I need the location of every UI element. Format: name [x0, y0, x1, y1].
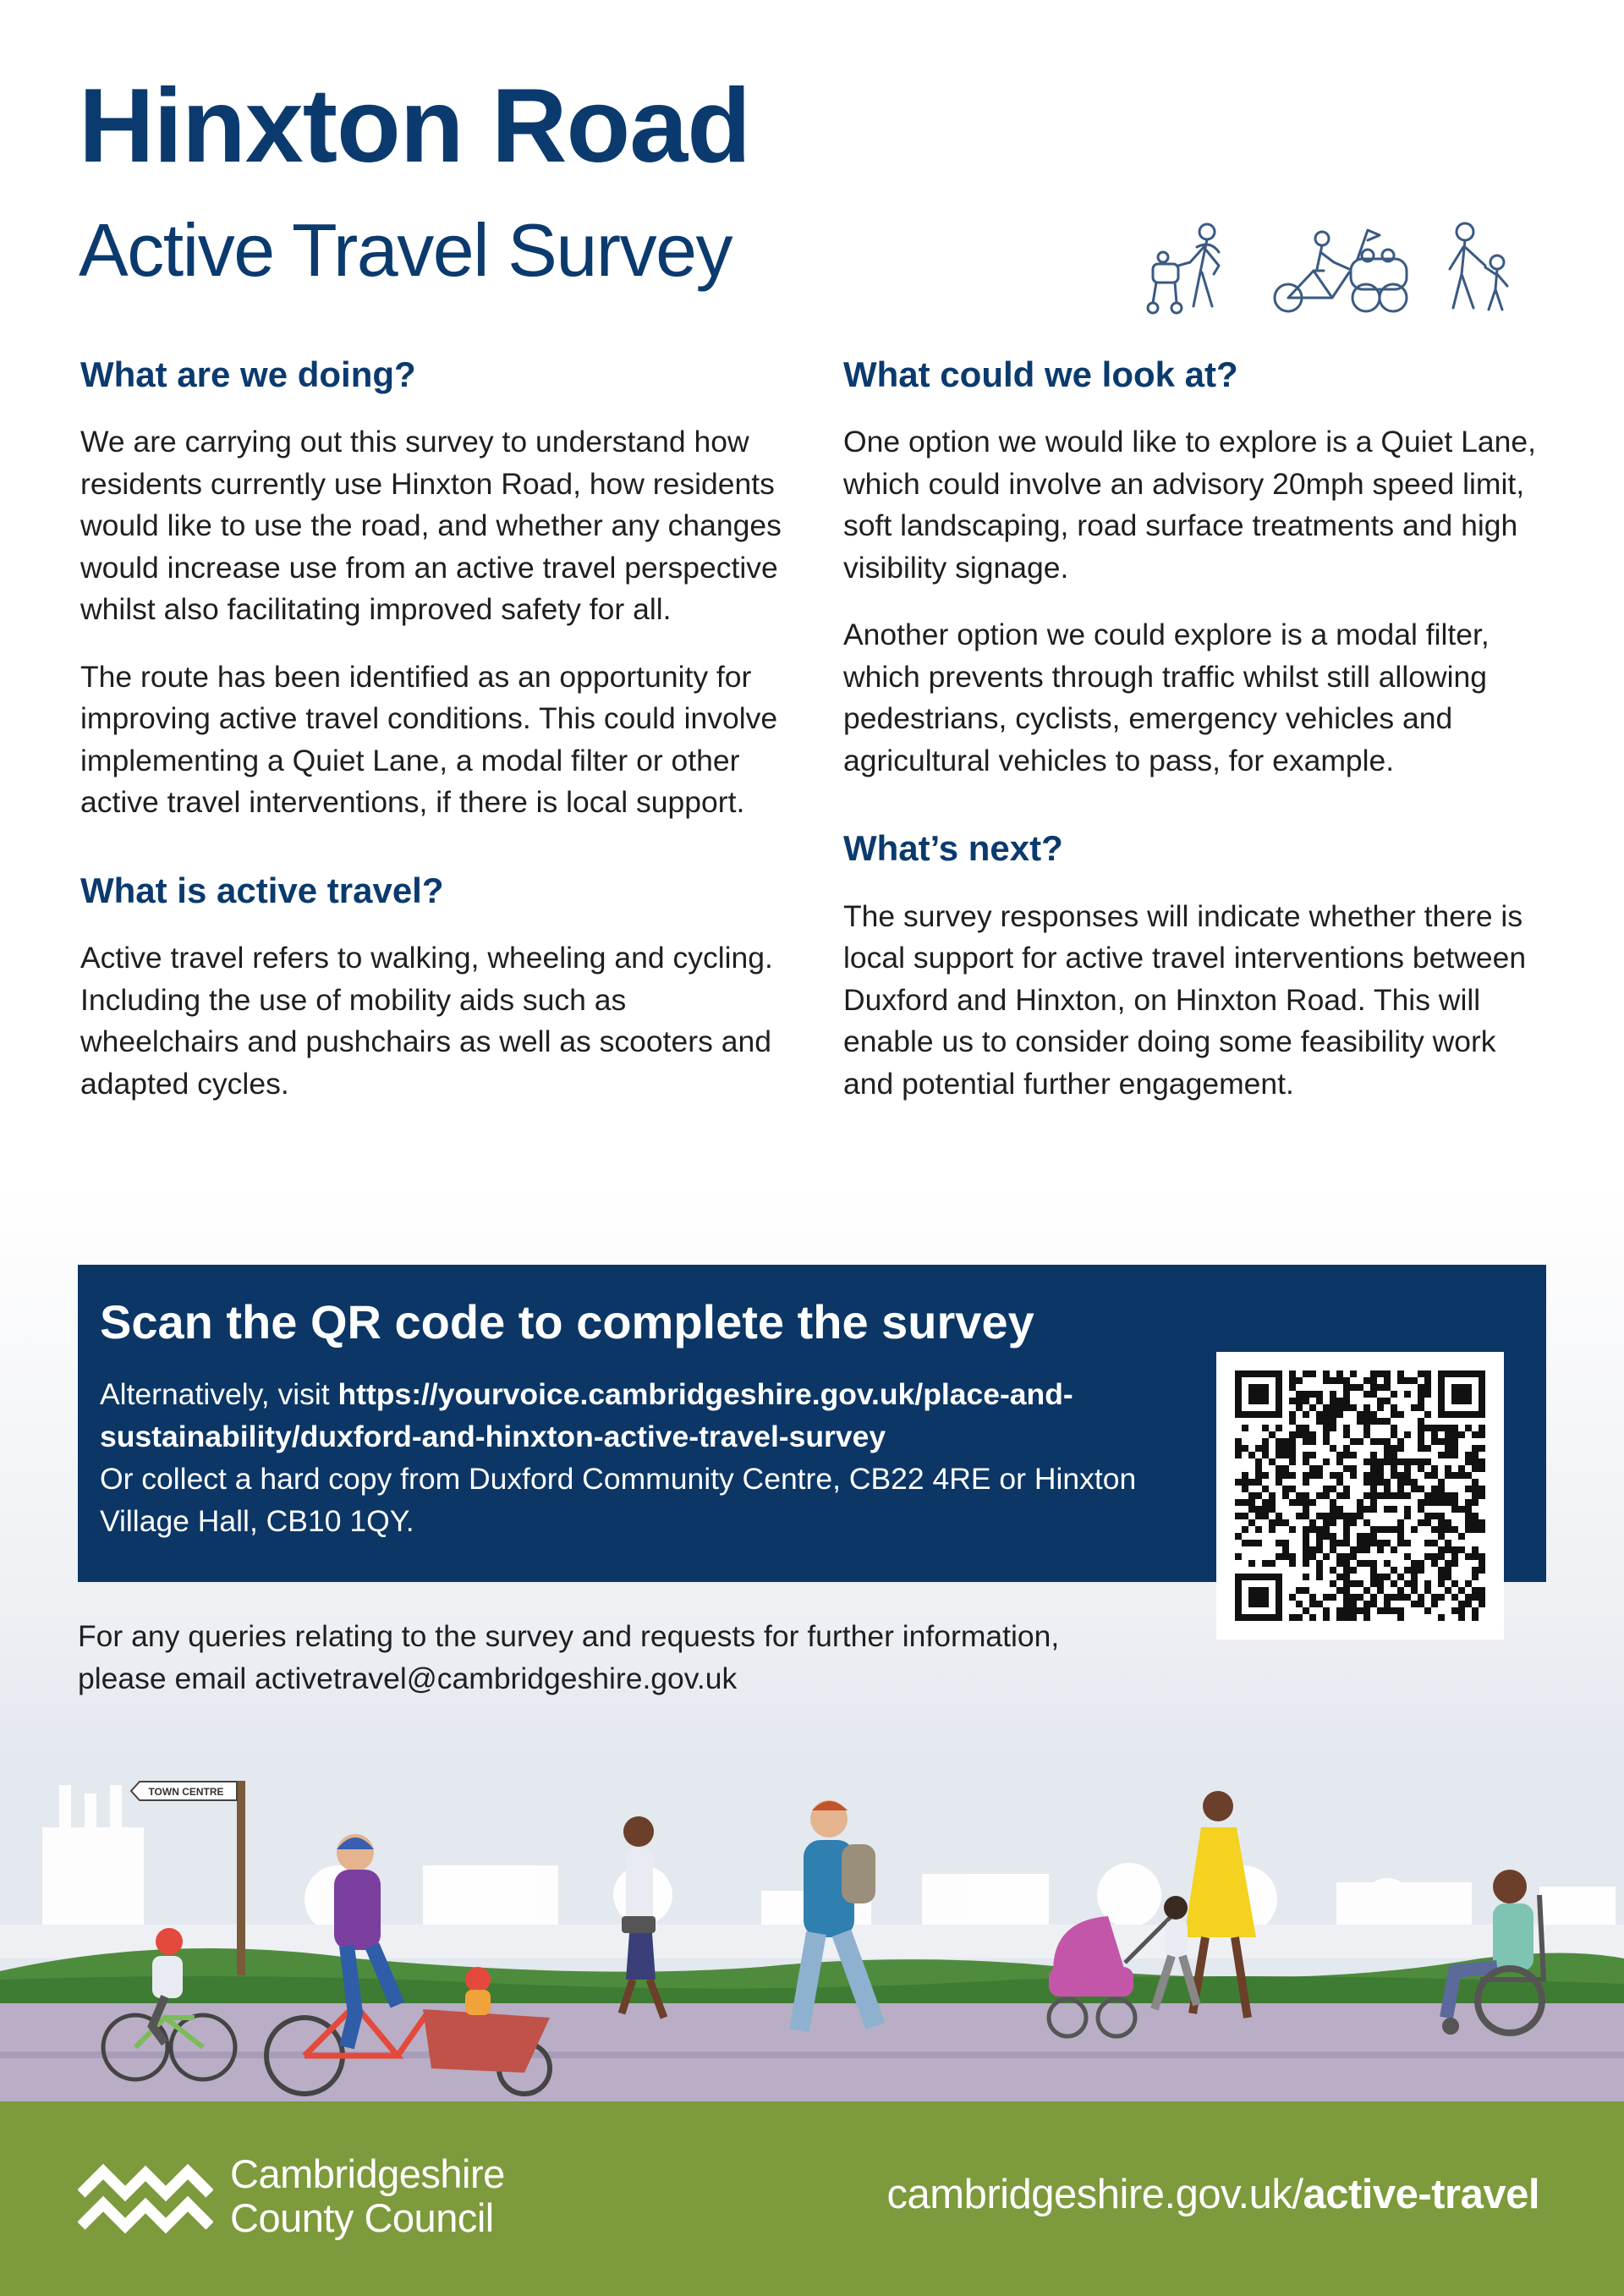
council-name [230, 2152, 505, 2240]
visit-prefix: Alternatively, visit [100, 1377, 338, 1411]
footer-url-bold: active-travel [1303, 2172, 1539, 2217]
banner-collect-text: Or collect a hard copy from Duxford Community Centre, CB22 4RE or Hinxton Village Hall, CB10 1QY. [100, 1462, 1137, 1538]
qr-code[interactable] [1216, 1352, 1504, 1640]
parent-child-walking-icon [1450, 223, 1507, 310]
street-scene-illustration [0, 1726, 1624, 2102]
banner-heading: Scan the QR code to complete the survey [100, 1295, 1034, 1348]
email-line[interactable]: please email activetravel@cambridgeshire.gov.uk [78, 1661, 738, 1695]
cargo-bike-icon [1275, 230, 1407, 311]
right-column [843, 354, 1545, 1130]
survey-link[interactable]: https://yourvoice.cambridgeshire.gov.uk/place-and-sustainability/duxford-and-hinxton-active-travel-survey [100, 1377, 1073, 1453]
section-heading-doing: What are we doing? [80, 354, 416, 394]
contact-info [78, 1616, 1228, 1700]
section-paragraph: Another option we could explore is a modal filter, which prevents through traffic whilst still allowing pedestrians, cyclists, emergency vehicles and agricultural vehicles to pass, for example. [843, 618, 1490, 777]
council-name-line2: County Council [230, 2195, 494, 2240]
section-paragraph: One option we would like to explore is a Quiet Lane, which could involve an advisory 20mph speed limit, soft landscaping, road surface treatments and high visibility signage. [843, 425, 1536, 585]
pushchair-walker-icon [1148, 224, 1219, 313]
council-logo-icon [78, 2158, 213, 2236]
section-heading-active-travel: What is active travel? [80, 870, 444, 910]
left-column [80, 354, 791, 1130]
footer [0, 2101, 1624, 2296]
queries-line: For any queries relating to the survey and requests for further information, [78, 1619, 1060, 1653]
sign-text: TOWN CENTRE [148, 1786, 224, 1798]
qr-code-icon [1235, 1370, 1485, 1621]
council-name-line1: Cambridgeshire [230, 2151, 505, 2196]
section-paragraph: Active travel refers to walking, wheeling and cycling. Including the use of mobility aids such as wheelchairs and pushchairs as well as scooters and adapted cycles. [80, 941, 773, 1101]
footer-link[interactable] [887, 2171, 1539, 2218]
section-paragraph: The route has been identified as an opportunity for improving active travel conditions. This could involve implementing a Quiet Lane, a modal filter or other active travel interventions, if there is local support. [80, 659, 778, 820]
section-paragraph: The survey responses will indicate whether there is local support for active travel interventions between Duxford and Hinxton, on Hinxton Road. This will enable us to consider doing some feasibility work and potential further engagement. [843, 898, 1527, 1101]
section-paragraph: We are carrying out this survey to understand how residents currently use Hinxton Road, how residents would like to use the road, and whether any changes would increase use from an active travel perspective whilst also facilitating improved safety for all. [80, 425, 782, 627]
page-subtitle: Active Travel Survey [79, 208, 732, 292]
active-travel-icons [1146, 222, 1531, 316]
section-heading-look-at: What could we look at? [843, 354, 1238, 394]
section-heading-next: What’s next? [843, 828, 1063, 869]
page-title: Hinxton Road [79, 68, 750, 184]
footer-url-prefix: cambridgeshire.gov.uk/ [886, 2172, 1303, 2217]
banner-visit-text [100, 1373, 1225, 1458]
